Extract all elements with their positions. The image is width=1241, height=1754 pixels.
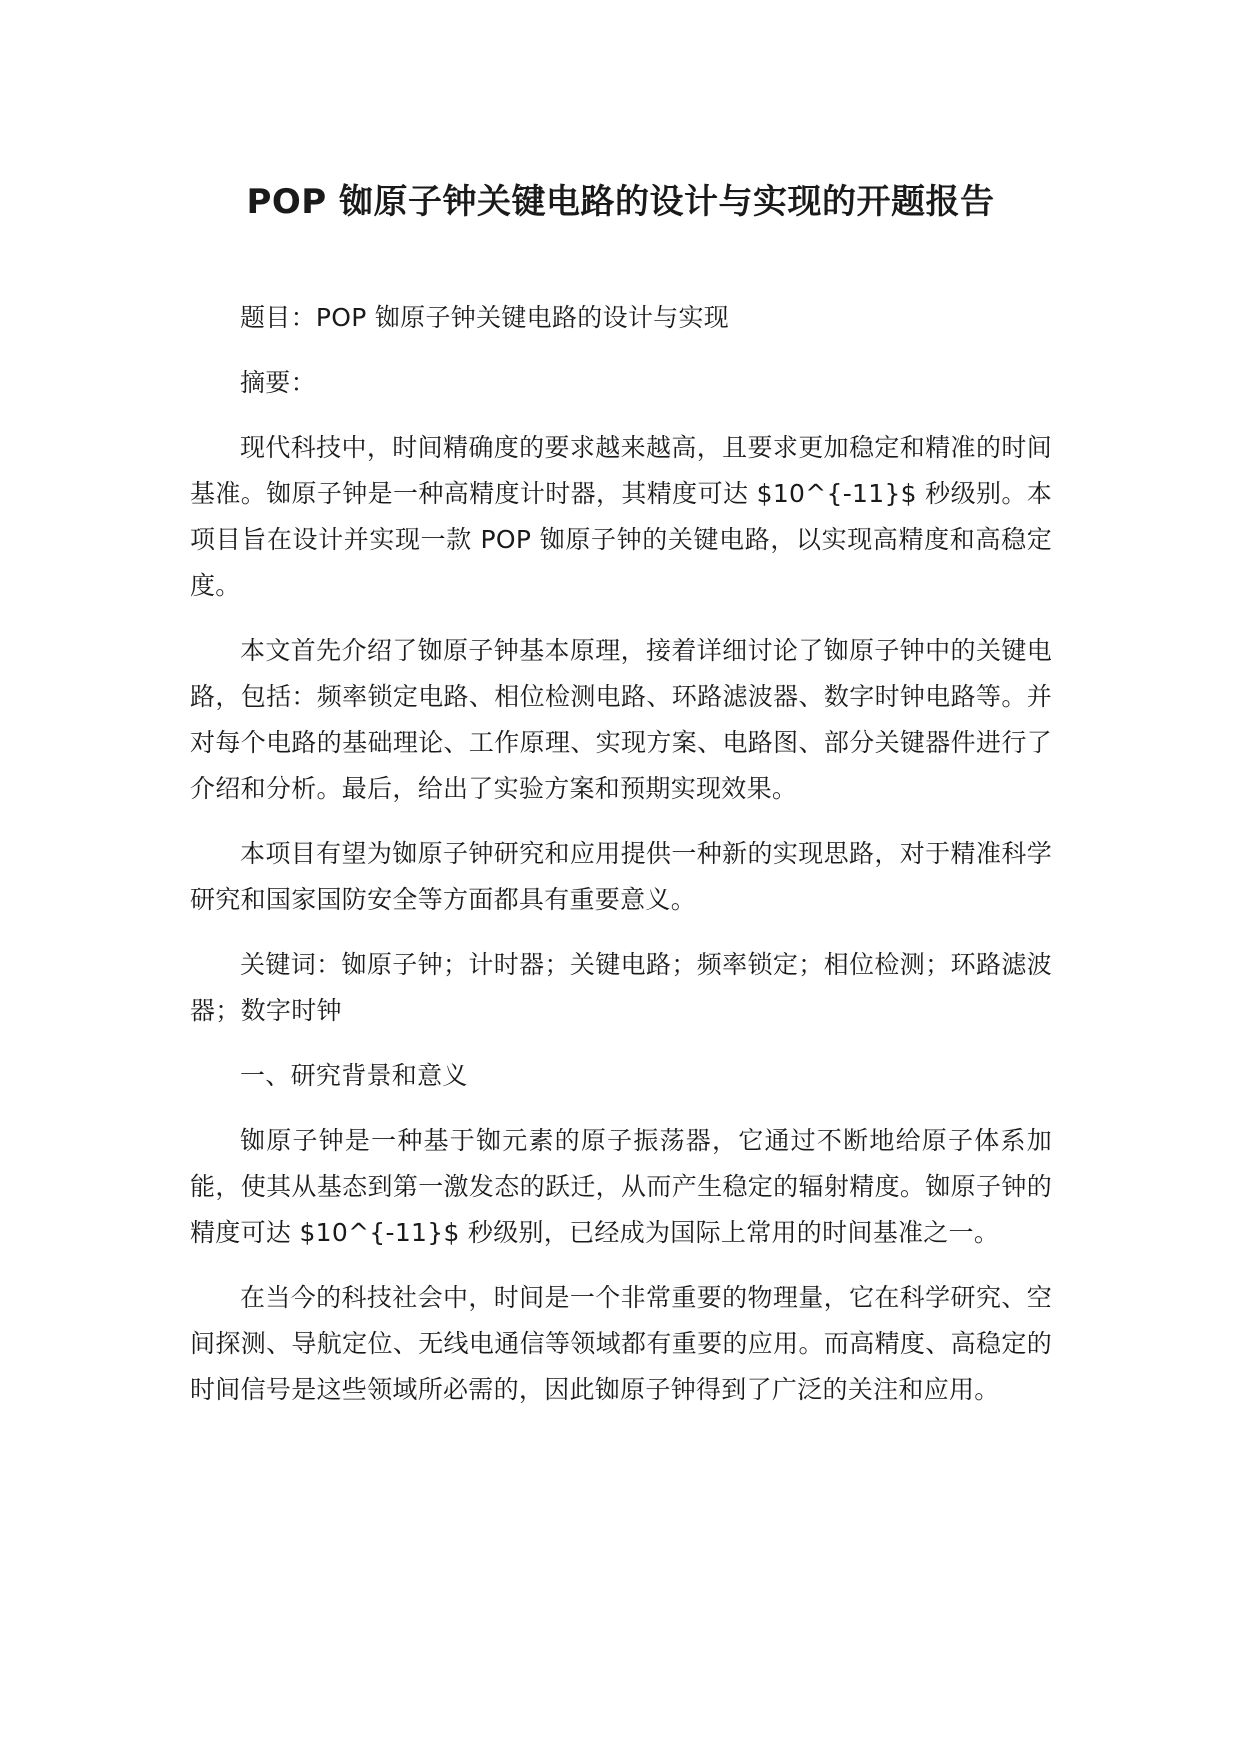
topic-line: 题目：POP 铷原子钟关键电路的设计与实现 (240, 303, 730, 332)
abstract-paragraph-1: 现代科技中，时间精确度的要求越来越高，且要求更加稳定和精准的时间基准。铷原子钟是一种高精度计时器，其精度可达 $10^{-11}$ 秒级别。本项目旨在设计并实现一款 POP 铷原子钟的关键电路，以实现高精度和高稳定度。 (190, 433, 1052, 600)
abstract-paragraph-2: 本文首先介绍了铷原子钟基本原理，接着详细讨论了铷原子钟中的关键电路，包括：频率锁定电路、相位检测电路、环路滤波器、数字时钟电路等。并对每个电路的基础理论、工作原理、实现方案、电路图、部分关键器件进行了介绍和分析。最后，给出了实验方案和预期实现效果。 (190, 636, 1052, 803)
abstract-heading: 摘要： (240, 368, 316, 397)
keywords-line: 关键词：铷原子钟；计时器；关键电路；频率锁定；相位检测；环路滤波器；数字时钟 (190, 950, 1052, 1025)
document-body (190, 295, 1052, 1432)
section-heading-background: 一、研究背景和意义 (240, 1061, 468, 1090)
background-paragraph-1: 铷原子钟是一种基于铷元素的原子振荡器，它通过不断地给原子体系加能，使其从基态到第一激发态的跃迁，从而产生稳定的辐射精度。铷原子钟的精度可达 $10^{-11}$ 秒级别，已经成为国际上常用的时间基准之一。 (190, 1126, 1052, 1247)
document-title: POP 铷原子钟关键电路的设计与实现的开题报告 (246, 182, 995, 222)
background-paragraph-2: 在当今的科技社会中，时间是一个非常重要的物理量，它在科学研究、空间探测、导航定位、无线电通信等领域都有重要的应用。而高精度、高稳定的时间信号是这些领域所必需的，因此铷原子钟得到了广泛的关注和应用。 (190, 1283, 1052, 1404)
abstract-paragraph-3: 本项目有望为铷原子钟研究和应用提供一种新的实现思路，对于精准科学研究和国家国防安全等方面都具有重要意义。 (190, 839, 1052, 914)
